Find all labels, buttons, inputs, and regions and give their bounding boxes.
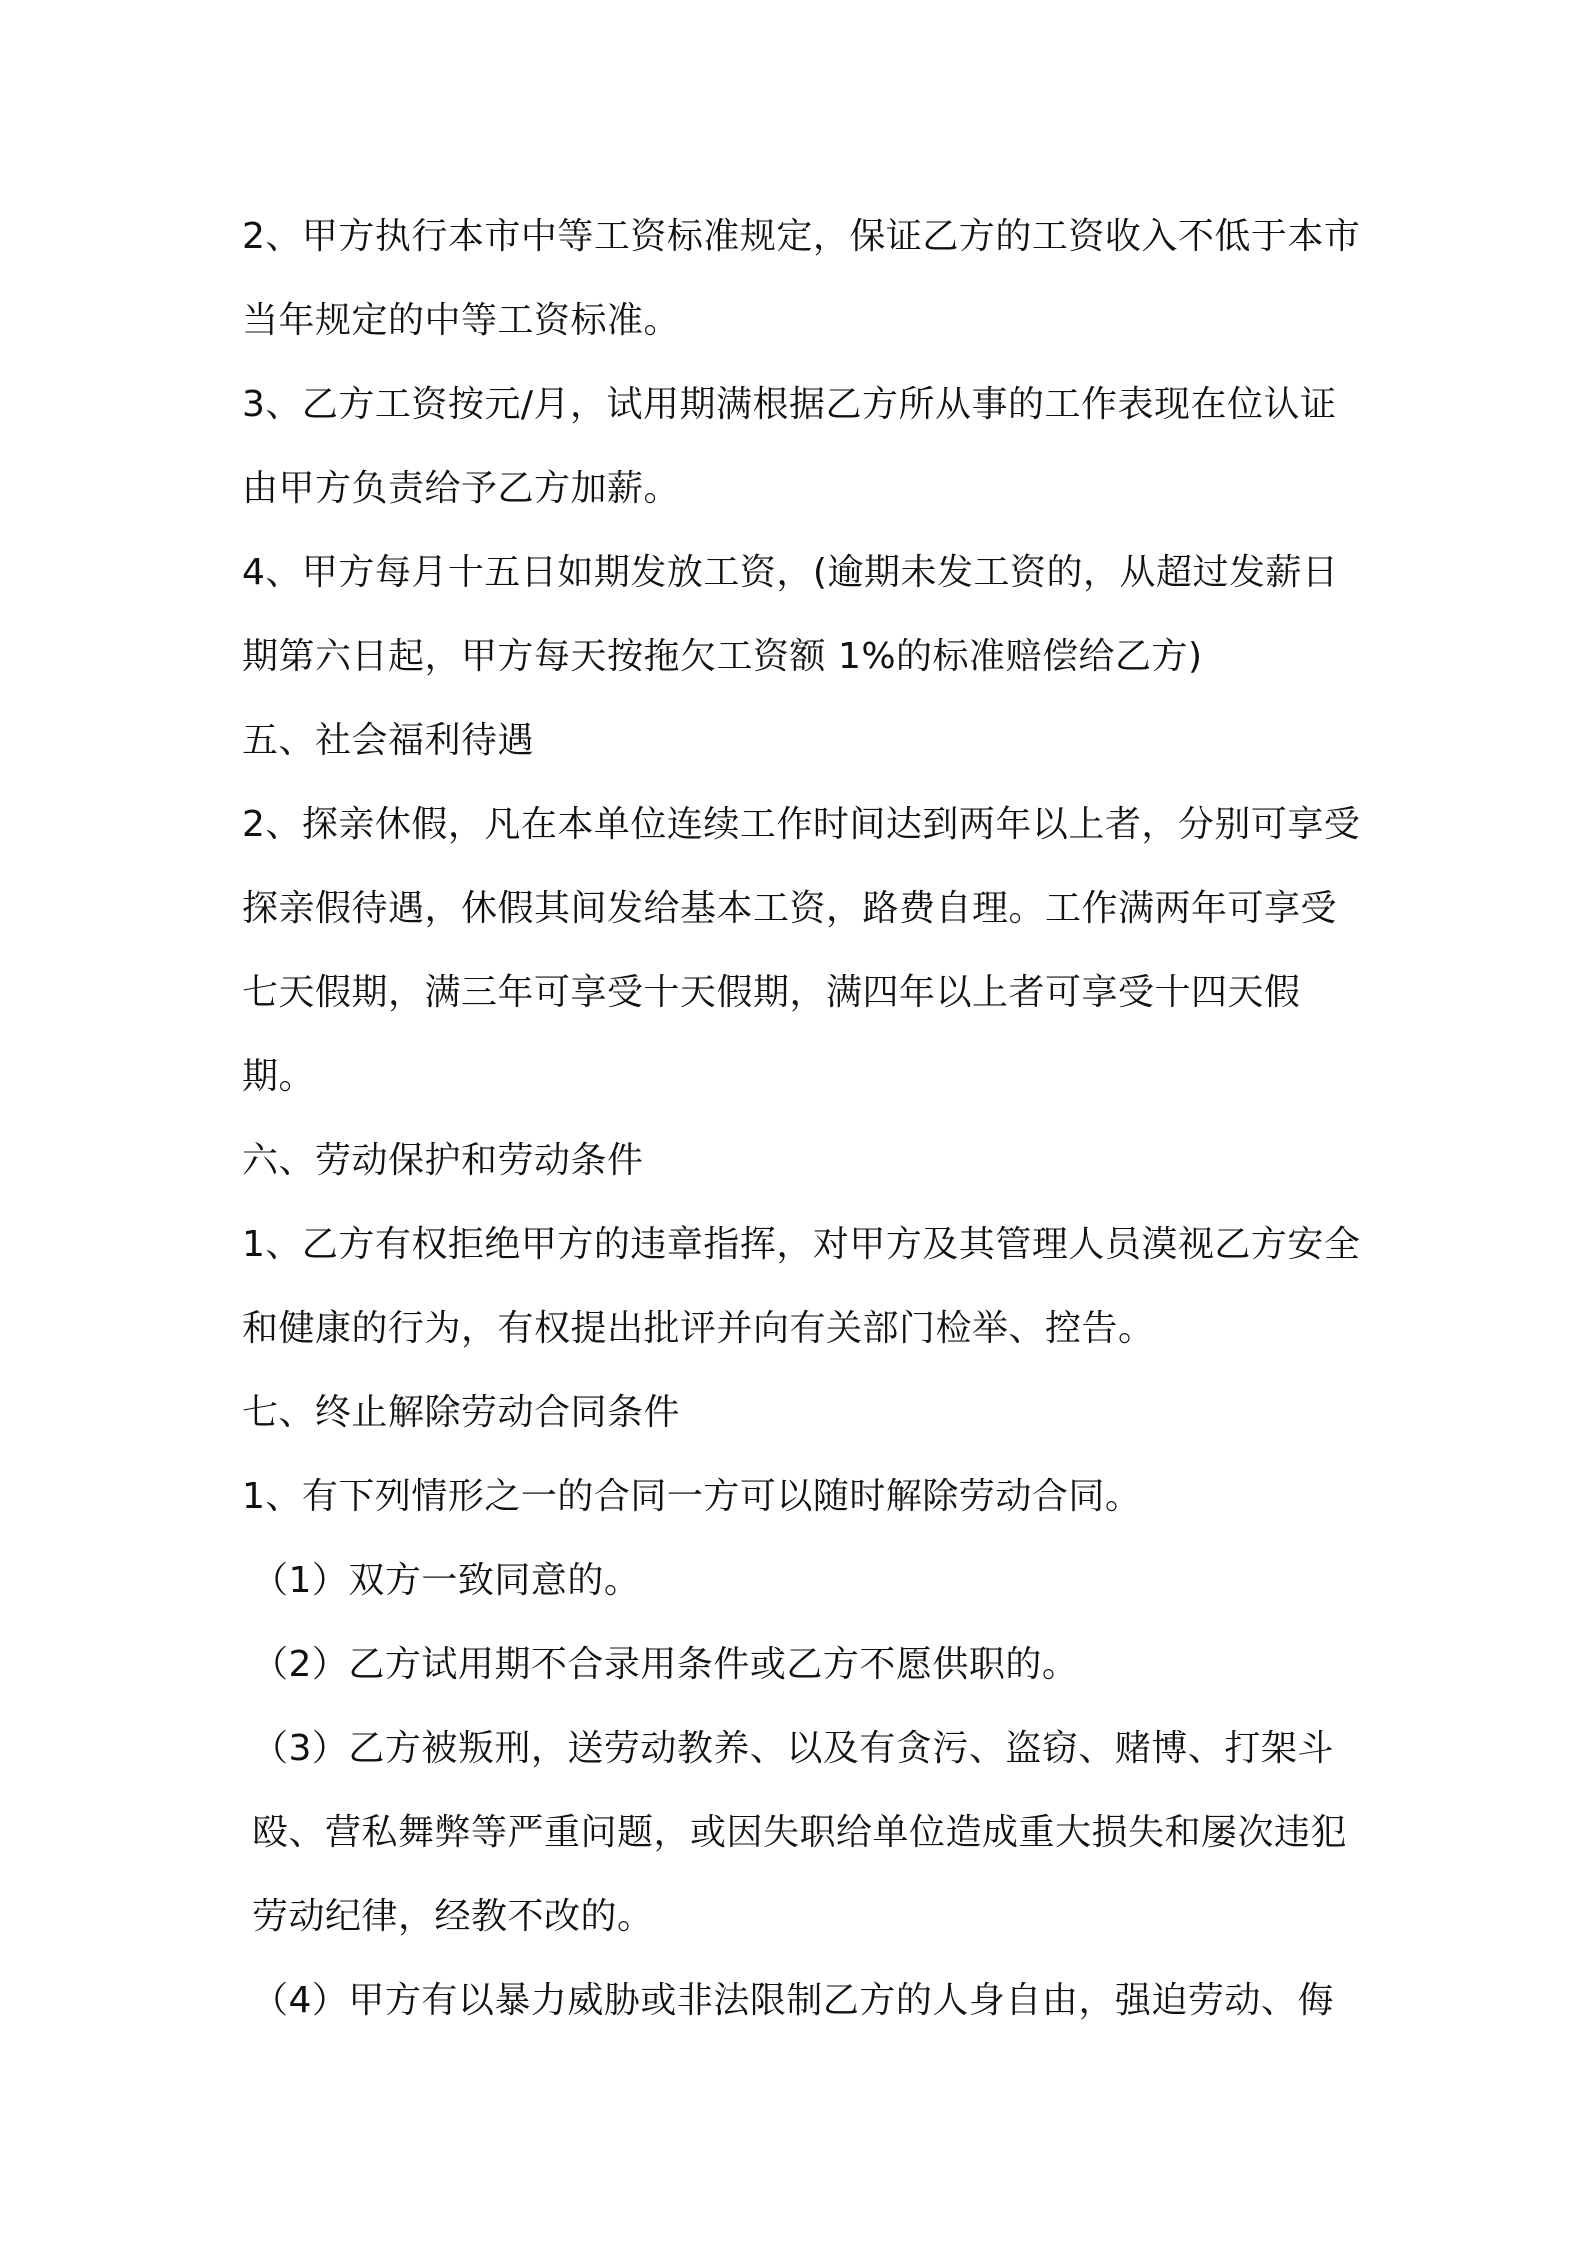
section-heading-termination: 七、终止解除劳动合同条件 bbox=[242, 1392, 681, 1433]
paragraph-right-to-refuse: 1、乙方有权拒绝甲方的违章指挥，对甲方及其管理人员漠视乙方安全和健康的行为，有权提出批评并向有关部门检举、控告。 bbox=[242, 1224, 1361, 1349]
paragraph-salary-raise: 3、乙方工资按元/月，试用期满根据乙方所从事的工作表现在位认证由甲方负责给予乙方加薪。 bbox=[242, 384, 1337, 509]
list-item-termination-4: （4）甲方有以暴力威胁或非法限制乙方的人身自由，强迫劳动、侮 bbox=[252, 1980, 1334, 2021]
section-heading-labor-protection: 六、劳动保护和劳动条件 bbox=[242, 1140, 644, 1181]
paragraph-pay-date: 4、甲方每月十五日如期发放工资，(逾期未发工资的，从超过发薪日期第六日起，甲方每天按拖欠工资额 1%的标准赔偿给乙方) bbox=[242, 552, 1339, 677]
paragraph-home-leave: 2、探亲休假，凡在本单位连续工作时间达到两年以上者，分别可享受探亲假待遇，休假其间发给基本工资，路费自理。工作满两年可享受七天假期，满三年可享受十天假期，满四年以上者可享受十四天假期。 bbox=[242, 804, 1361, 1097]
list-item-termination-2: （2）乙方试用期不合录用条件或乙方不愿供职的。 bbox=[252, 1644, 1079, 1685]
section-heading-welfare: 五、社会福利待遇 bbox=[242, 720, 535, 761]
document-body bbox=[242, 195, 1362, 2043]
list-item-termination-3: （3）乙方被叛刑，送劳动教养、以及有贪污、盗窃、赌博、打架斗殴、营私舞弊等严重问题，或因失职给单位造成重大损失和屡次违犯劳动纪律，经教不改的。 bbox=[252, 1728, 1348, 1937]
paragraph-wage-standard: 2、甲方执行本市中等工资标准规定，保证乙方的工资收入不低于本市当年规定的中等工资标准。 bbox=[242, 216, 1361, 341]
list-item-termination-1: （1）双方一致同意的。 bbox=[252, 1560, 641, 1601]
paragraph-termination-intro: 1、有下列情形之一的合同一方可以随时解除劳动合同。 bbox=[242, 1476, 1142, 1517]
